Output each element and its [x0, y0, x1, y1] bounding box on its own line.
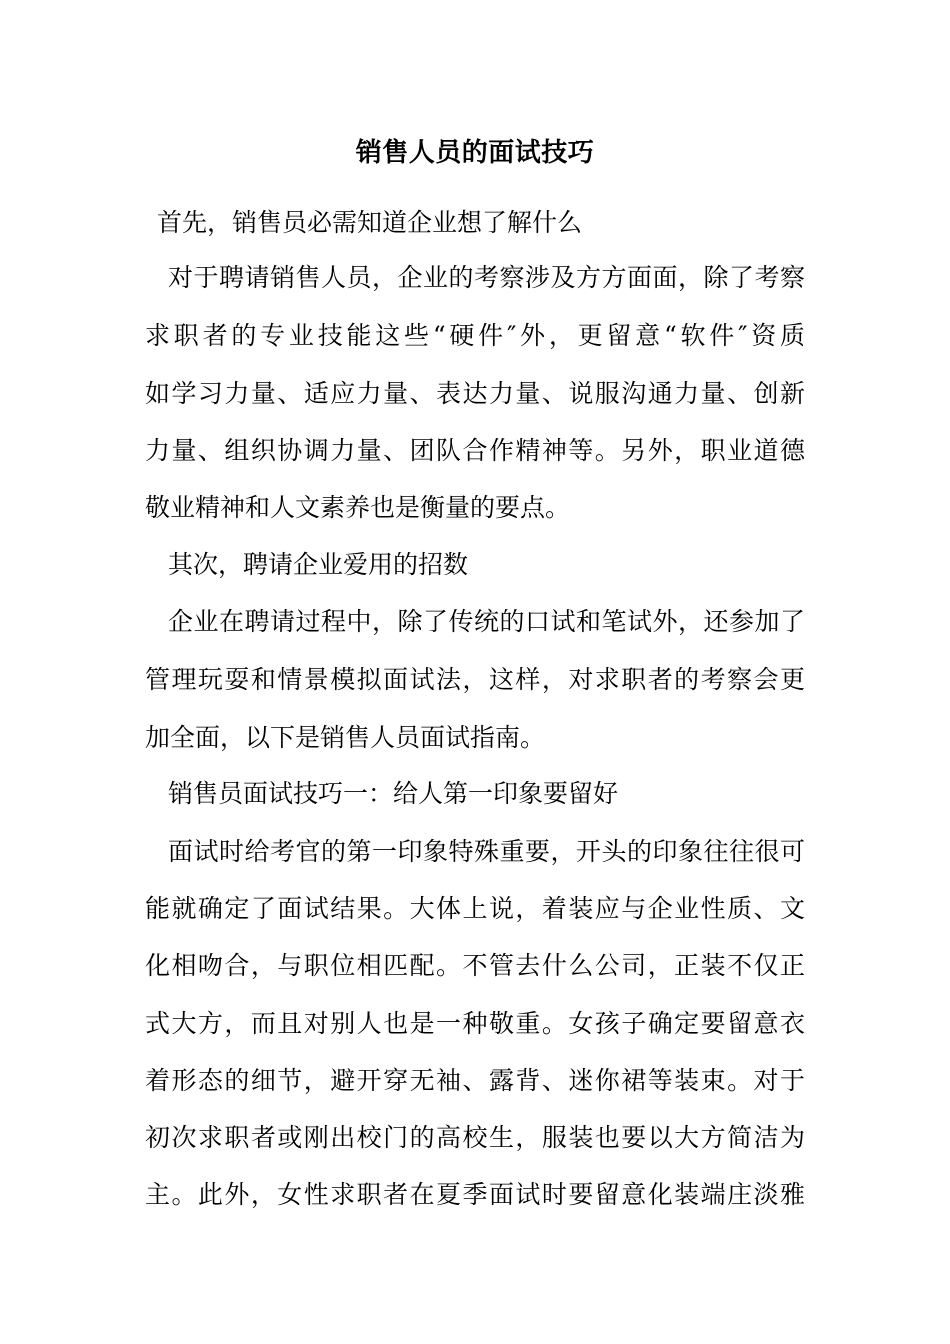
- paragraph-line: 主。此外，女性求职者在夏季面试时要留意化装端庄淡雅: [145, 1180, 805, 1209]
- section-heading: 其次，聘请企业爱用的招数: [168, 550, 469, 579]
- paragraph-line: 求职者的专业技能这些“硬件″外，更留意“软件″资质: [145, 321, 805, 350]
- paragraph-line: 敬业精神和人文素养也是衡量的要点。: [145, 493, 571, 522]
- paragraph-line: 对于聘请销售人员，企业的考察涉及方方面面，除了考察: [168, 263, 805, 292]
- paragraph-line: 能就确定了面试结果。大体上说，着装应与企业性质、文: [145, 894, 805, 923]
- paragraph-line: 面试时给考官的第一印象特殊重要，开头的印象往往很可: [168, 837, 805, 866]
- section-heading: 销售员面试技巧一：给人第一印象要留好: [168, 779, 619, 808]
- paragraph-line: 企业在聘请过程中，除了传统的口试和笔试外，还参加了: [168, 607, 805, 636]
- paragraph-line: 如学习力量、适应力量、表达力量、说服沟通力量、创新: [145, 379, 805, 408]
- paragraph-line: 管理玩耍和情景模拟面试法，这样，对求职者的考察会更: [145, 665, 805, 694]
- paragraph-line: 初次求职者或刚出校门的高校生，服装也要以大方简洁为: [145, 1123, 805, 1152]
- section-heading: 首先，销售员必需知道企业想了解什么: [157, 208, 583, 237]
- document-title: 销售人员的面试技巧: [355, 138, 595, 168]
- paragraph-line: 加全面，以下是销售人员面试指南。: [145, 723, 546, 752]
- paragraph-line: 式大方，而且对别人也是一种敬重。女孩子确定要留意衣: [145, 1009, 805, 1038]
- paragraph-line: 力量、组织协调力量、团队合作精神等。另外，职业道德: [145, 436, 805, 465]
- paragraph-line: 化相吻合，与职位相匹配。不管去什么公司，正装不仅正: [145, 951, 805, 980]
- paragraph-line: 着形态的细节，避开穿无袖、露背、迷你裙等装束。对于: [145, 1066, 805, 1095]
